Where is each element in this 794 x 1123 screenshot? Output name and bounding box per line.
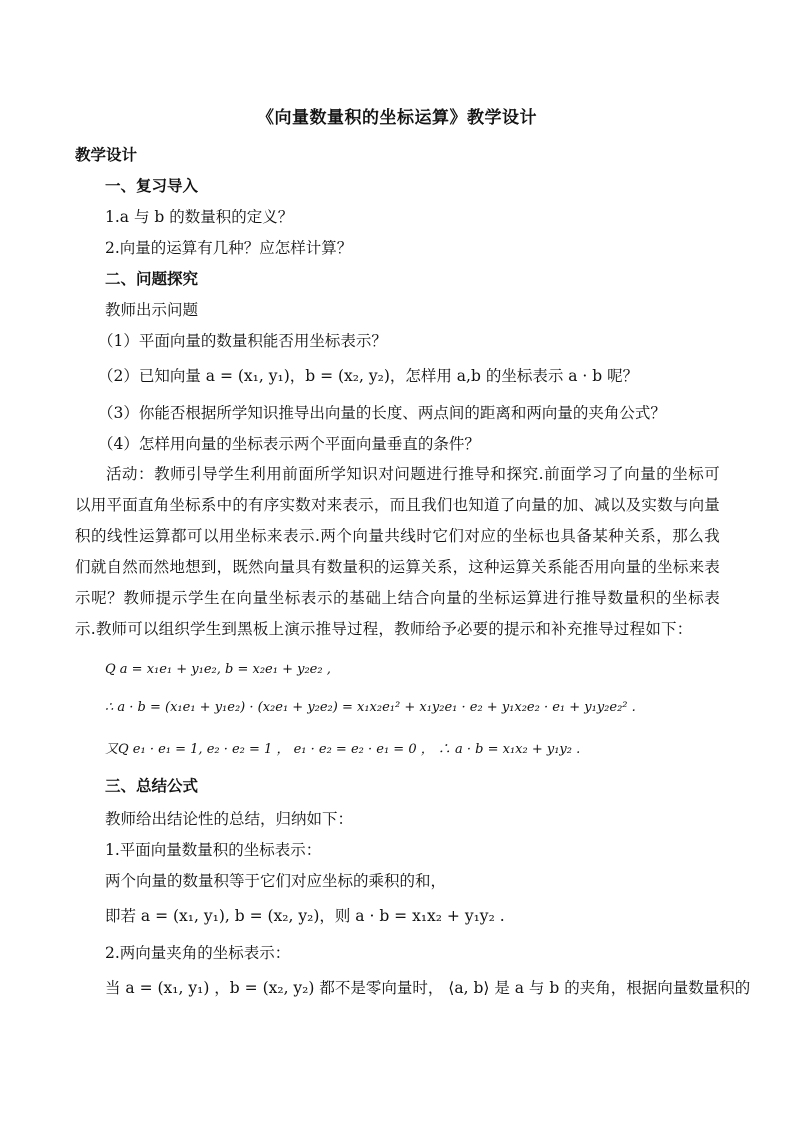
summary-2-text: 当 a = (x₁, y₁) ，b = (x₂, y₂) 都不是零向量时， ⟨a, b⟩ 是 a 与 b 的夹角，根据向量数量积的 bbox=[105, 979, 751, 997]
problem-3: （3）你能否根据所学知识推导出向量的长度、两点间的距离和两向量的夹角公式？ bbox=[98, 404, 666, 422]
derivation-equation-2: ∴ a · b = (x₁e₁ + y₁e₂) · (x₂e₁ + y₂e₂) = x₁x₂e₁² + x₁y₂e₁ · e₂ + y₁x₂e₂ · e₁ + y₁y₂e₂² . bbox=[105, 700, 636, 715]
review-question-2: 2.向量的运算有几种？应怎样计算？ bbox=[105, 239, 353, 257]
derivation-equation-3: 又Q e₁ · e₁ = 1, e₂ · e₂ = 1 ， e₁ · e₂ = e₂ · e₁ = 0 ， ∴ a · b = x₁x₂ + y₁y₂ . bbox=[105, 742, 581, 757]
problem-2: （2）已知向量 a = (x₁, y₁)，b = (x₂, y₂)，怎样用 a,b 的坐标表示 a · b 呢？ bbox=[98, 367, 639, 385]
problem-4: （4）怎样用向量的坐标表示两个平面向量垂直的条件？ bbox=[98, 435, 480, 453]
part3-heading: 三、总结公式 bbox=[105, 776, 199, 795]
problem-1: （1）平面向量的数量积能否用坐标表示？ bbox=[98, 332, 387, 350]
review-question-1: 1.a 与 b 的数量积的定义？ bbox=[105, 208, 294, 226]
teacher-intro: 教师出示问题 bbox=[105, 301, 199, 319]
derivation-equation-1: Q a = x₁e₁ + y₁e₂, b = x₂e₁ + y₂e₂ , bbox=[105, 662, 331, 677]
part1-heading: 一、复习导入 bbox=[105, 176, 199, 195]
summary-1-text: 两个向量的数量积等于它们对应坐标的乘积的和， bbox=[105, 872, 447, 890]
section-heading: 教学设计 bbox=[75, 145, 138, 164]
summary-1-formula: 即若 a = (x₁, y₁), b = (x₂, y₂)，则 a · b = x₁x₂ + y₁y₂ . bbox=[105, 907, 505, 925]
summary-2-title: 2.两向量夹角的坐标表示： bbox=[105, 944, 291, 962]
summary-1-title: 1.平面向量数量积的坐标表示： bbox=[105, 841, 322, 859]
part2-heading: 二、问题探究 bbox=[105, 269, 199, 288]
summary-intro: 教师给出结论性的总结，归纳如下： bbox=[105, 810, 354, 828]
activity-paragraph: 活动：教师引导学生利用前面所学知识对问题进行推导和探究.前面学习了向量的坐标可以用平面直角坐标系中的有序实数对来表示，而且我们也知道了向量的加、减以及实数与向量积的线性运算都可以用坐标来表示.两个向量共线时它们对应的坐标也具备某种关系，那么我们就自然而然地想到，既然向量具有数量积的运算关系，这种运算关系能否用向量的坐标来表示呢？教师提示学生在向量坐标表示的基础上结合向量的坐标运算进行推导数量积的坐标表示.教师可以组织学生到黑板上演示推导过程，教师给予必要的提示和补充推导过程如下： bbox=[75, 465, 720, 638]
document-title: 《向量数量积的坐标运算》教学设计 bbox=[257, 108, 537, 128]
